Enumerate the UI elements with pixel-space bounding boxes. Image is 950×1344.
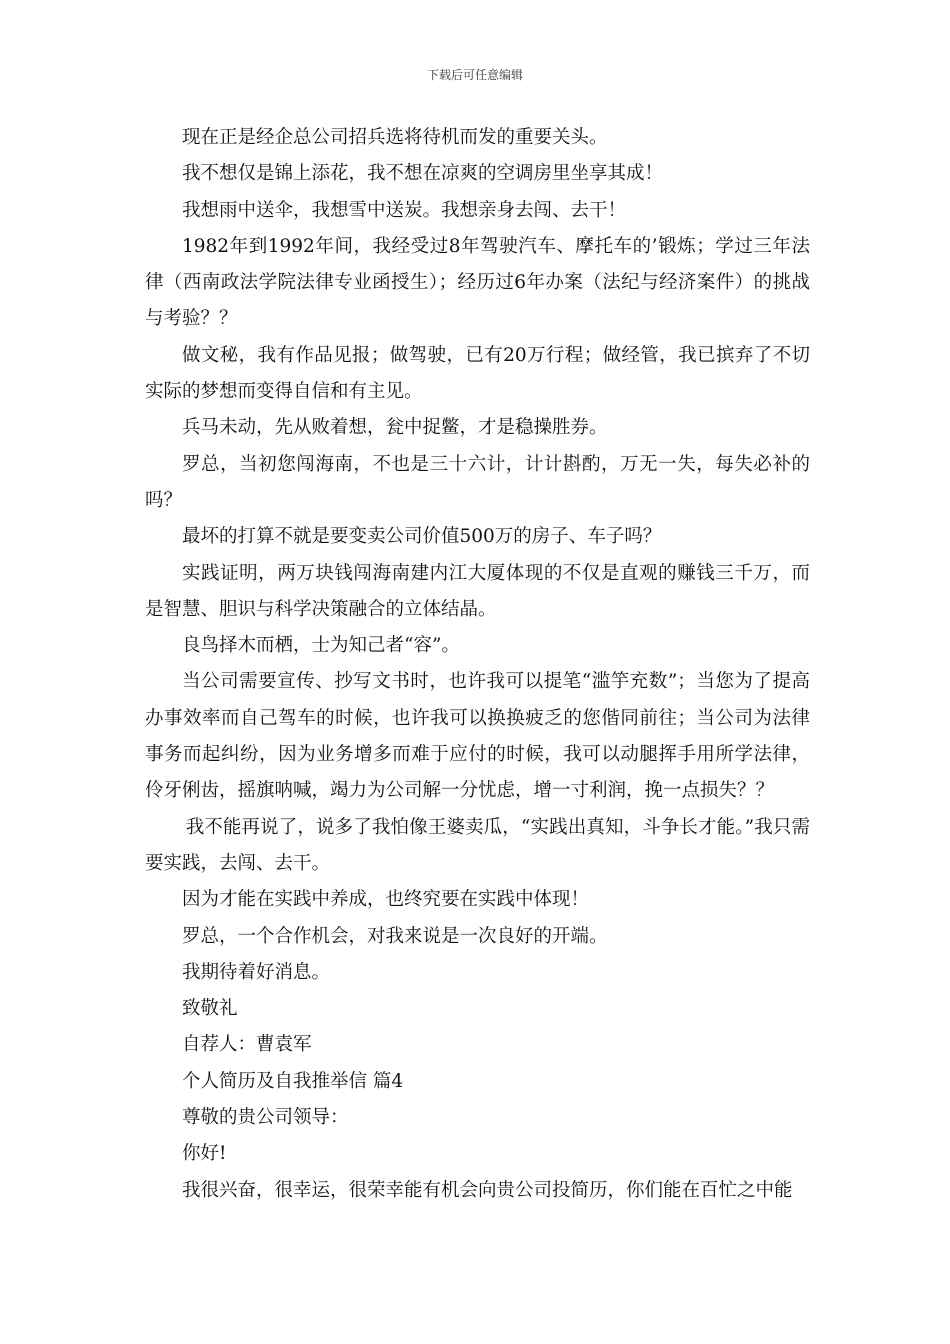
greeting: 你好! [182, 1143, 227, 1165]
paragraph: 我不想仅是锦上添花，我不想在凉爽的空调房里坐享其成！ [182, 163, 664, 185]
closing-salutation: 致敬礼 [182, 998, 238, 1020]
paragraph: 我期待着好消息。 [182, 961, 331, 983]
greeting: 尊敬的贵公司领导： [182, 1107, 349, 1129]
paragraph: 最坏的打算不就是要变卖公司价值500万的房子、车子吗？ [182, 526, 662, 548]
signature-line: 自荐人：曹袁军 [182, 1034, 312, 1056]
paragraph: 因为才能在实践中养成，也终究要在实践中体现！ [182, 889, 590, 911]
section-heading: 个人简历及自我推举信 篇4 [182, 1070, 404, 1092]
paragraph: 我很兴奋，很幸运，很荣幸能有机会向贵公司投简历，你们能在百忙之中能 [182, 1179, 793, 1201]
paragraph: 罗总，当初您闯海南，不也是三十六计，计计斟酌，万无一失，每失必补的吗？ [145, 453, 810, 511]
paragraph: 罗总，一个合作机会，对我来说是一次良好的开端。 [182, 925, 608, 947]
paragraph: 做文秘，我有作品见报；做驾驶，已有20万行程；做经管，我已摈弃了不切实际的梦想而变得自信和有主见。 [145, 344, 810, 403]
paragraph: 良鸟择木而栖，士为知己者“容”。 [182, 635, 460, 657]
paragraph: 我不能再说了，说多了我怕像王婆卖瓜，“实践出真知，斗争长才能。”我只需要实践，去闯、去干。 [145, 816, 810, 874]
paragraph: 当公司需要宣传、抄写文书时，也许我可以提笔“滥竽充数”；当您为了提高办事效率而自己驾车的时候，也许我可以换换疲乏的您偕同前往；当公司为法律事务而起纠纷，因为业务增多而难于应付的时候，我可以动腿挥手用所学法律，伶牙俐齿，摇旗呐喊，竭力为公司解一分忧虑，增一寸利润，挽一点损失？？ [145, 671, 810, 802]
document-body [145, 120, 810, 1209]
paragraph: 1982年到1992年间，我经受过8年驾驶汽车、摩托车的’锻炼；学过三年法律（西南政法学院法律专业函授生）；经历过6年办案（法纪与经济案件）的挑战与考验？？ [145, 235, 810, 330]
page-header: 下载后可任意编辑 [426, 68, 523, 82]
paragraph: 我想雨中送伞，我想雪中送炭。我想亲身去闯、去干！ [182, 199, 627, 221]
paragraph: 兵马未动，先从败着想，瓮中捉鳖，才是稳操胜券。 [182, 417, 608, 439]
paragraph: 现在正是经企总公司招兵选将待机而发的重要关头。 [182, 127, 608, 148]
paragraph: 实践证明，两万块钱闯海南建内江大厦体现的不仅是直观的赚钱三千万，而是智慧、胆识与科学决策融合的立体结晶。 [145, 562, 810, 620]
